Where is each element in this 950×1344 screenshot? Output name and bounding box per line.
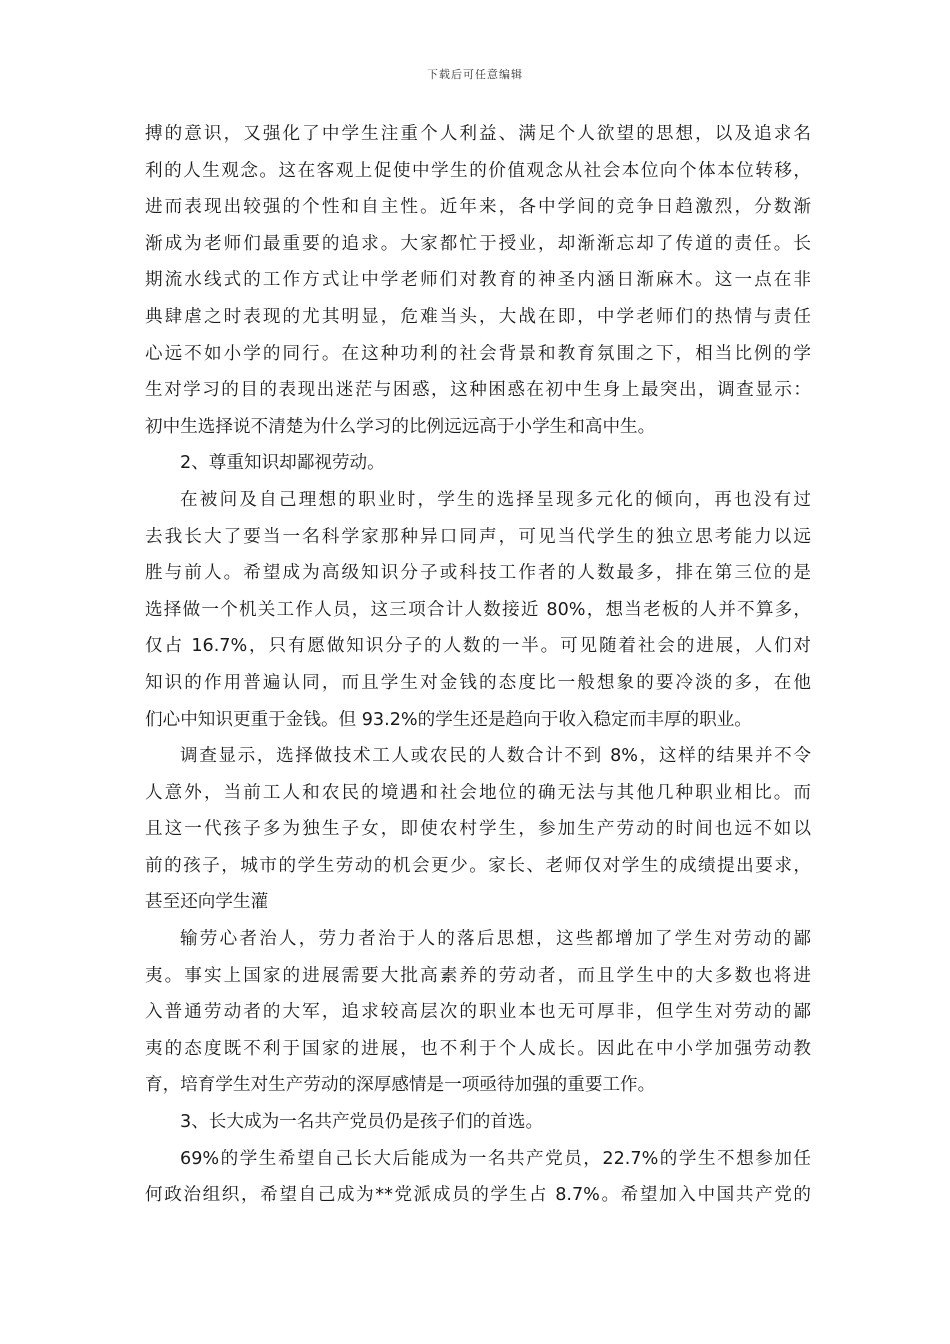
text-line: 夷。事实上国家的进展需要大批高素养的劳动者，而且学生中的大多数也将进 — [145, 965, 811, 986]
text-line: 渐成为老师们最重要的追求。大家都忙于授业，却渐渐忘却了传道的责任。长 — [145, 233, 811, 254]
text-line: 育，培育学生对生产劳动的深厚感情是一项亟待加强的重要工作。 — [145, 1075, 656, 1096]
text-line: 期流水线式的工作方式让中学老师们对教育的神圣内涵日渐麻木。这一点在非 — [145, 270, 811, 291]
text-line: 胜与前人。希望成为高级知识分子或科技工作者的人数最多，排在第三位的是 — [145, 563, 811, 584]
text-line: 搏的意识，又强化了中学生注重个人利益、满足个人欲望的思想，以及追求名 — [145, 124, 811, 144]
text-line: 前的孩子，城市的学生劳动的机会更少。家长、老师仅对学生的成绩提出要求， — [145, 855, 811, 876]
text-line: 初中生选择说不清楚为什么学习的比例远远高于小学生和高中生。 — [145, 416, 656, 437]
text-line: 利的人生观念。这在客观上促使中学生的价值观念从社会本位向个体本位转移， — [145, 160, 811, 181]
text-line: 典肆虐之时表现的尤其明显，危难当头，大战在即，中学老师们的热情与责任 — [145, 306, 811, 327]
text-line: 知识的作用普遍认同，而且学生对金钱的态度比一般想象的要冷淡的多，在他 — [145, 672, 811, 693]
text-line: 2、尊重知识却鄙视劳动。 — [180, 453, 385, 474]
body-text — [145, 116, 811, 1214]
text-line: 何政治组织，希望自己成为**党派成员的学生占 8.7%。希望加入中国共产党的 — [145, 1185, 811, 1206]
text-line: 输劳心者治人，劳力者治于人的落后思想，这些都增加了学生对劳动的鄙 — [180, 929, 811, 950]
page-header: 下载后可任意编辑 — [427, 68, 523, 81]
text-line: 心远不如小学的同行。在这种功利的社会背景和教育氛围之下，相当比例的学 — [145, 343, 811, 364]
text-line: 进而表现出较强的个性和自主性。近年来，各中学间的竞争日趋激烈，分数渐 — [145, 197, 811, 218]
text-line: 们心中知识更重于金钱。但 93.2%的学生还是趋向于收入稳定而丰厚的职业。 — [145, 709, 752, 730]
text-line: 且这一代孩子多为独生子女，即使农村学生，参加生产劳动的时间也远不如以 — [145, 819, 811, 840]
text-line: 调查显示，选择做技术工人或农民的人数合计不到 8%，这样的结果并不令 — [180, 746, 811, 767]
text-line: 仅占 16.7%，只有愿做知识分子的人数的一半。可见随着社会的进展，人们对 — [145, 636, 811, 657]
text-line: 69%的学生希望自己长大后能成为一名共产党员，22.7%的学生不想参加任 — [180, 1148, 811, 1169]
text-line: 甚至还向学生灌 — [145, 892, 269, 913]
text-line: 生对学习的目的表现出迷茫与困惑，这种困惑在初中生身上最突出，调查显示： — [145, 380, 811, 401]
text-line: 去我长大了要当一名科学家那种异口同声，可见当代学生的独立思考能力以远 — [145, 526, 811, 547]
text-line: 入普通劳动者的大军，追求较高层次的职业本也无可厚非，但学生对劳动的鄙 — [145, 1002, 811, 1023]
text-line: 选择做一个机关工作人员，这三项合计人数接近 80%，想当老板的人并不算多， — [145, 599, 811, 620]
text-line: 人意外，当前工人和农民的境遇和社会地位的确无法与其他几种职业相比。而 — [145, 782, 811, 803]
text-line: 3、长大成为一名共产党员仍是孩子们的首选。 — [180, 1112, 544, 1133]
text-line: 在被问及自己理想的职业时，学生的选择呈现多元化的倾向，再也没有过 — [180, 489, 811, 510]
text-line: 夷的态度既不利于国家的进展，也不利于个人成长。因此在中小学加强劳动教 — [145, 1038, 811, 1059]
